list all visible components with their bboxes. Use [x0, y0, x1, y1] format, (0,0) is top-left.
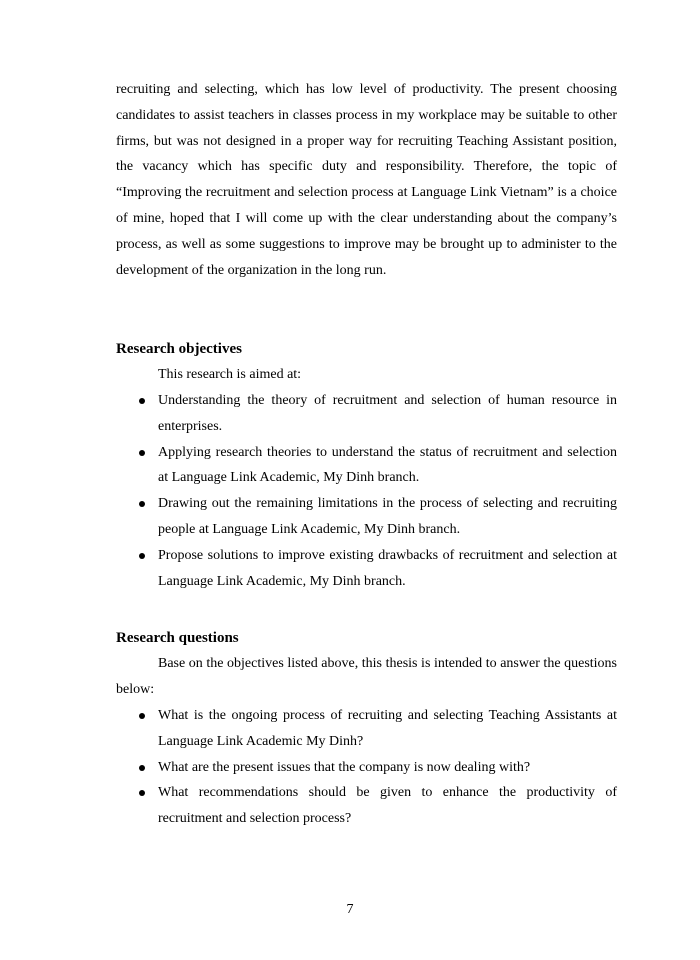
list-item — [116, 703, 617, 755]
list-item — [116, 755, 617, 781]
list-item-text: What are the present issues that the company is now dealing with? — [158, 759, 531, 775]
research-questions-heading: Research questions — [116, 630, 239, 646]
page-number: 7 — [346, 902, 354, 917]
list-item — [116, 440, 617, 492]
list-item-text: Propose solutions to improve existing drawbacks of recruitment and selection at Language Link Academic, My Dinh branch. — [158, 547, 617, 589]
list-item-text: Understanding the theory of recruitment and selection of human resource in enterprises. — [158, 393, 617, 434]
list-item — [116, 780, 617, 832]
bullet-icon — [139, 398, 145, 404]
list-item-text: Applying research theories to understand the status of recruitment and selection at Language Link Academic, My Dinh branch. — [158, 444, 617, 486]
list-item-text: What recommendations should be given to enhance the productivity of recruitment and selection process? — [158, 785, 617, 827]
bullet-icon — [139, 553, 145, 559]
list-item-text: What is the ongoing process of recruiting and selecting Teaching Assistants at Language Link Academic My Dinh? — [158, 708, 617, 749]
list-item-text: Drawing out the remaining limitations in the process of selecting and recruiting people at Language Link Academic, My Dinh branch. — [158, 496, 617, 537]
list-item — [116, 491, 617, 543]
intro-paragraph: recruiting and selecting, which has low level of productivity. The present choosing candidates to assist teachers in classes process in my workplace may be suitable to other firms, but was not designed in a proper way for recruiting Teaching Assistant position, the vacancy which has specific duty and responsibility. Therefore, the topic of “Improving the recruitment and selection process at Language Link Vietnam” is a choice of mine, hoped that I will come up with the clear understanding about the company’s process, as well as some suggestions to improve may be brought up to administer to the development of the organization in the long run. — [116, 82, 617, 278]
research-objectives-lead: This research is aimed at: — [158, 367, 302, 382]
bullet-icon — [139, 501, 145, 507]
bullet-icon — [139, 713, 145, 719]
list-item — [116, 388, 617, 440]
bullet-icon — [139, 450, 145, 456]
research-questions-lead: Base on the objectives listed above, this thesis is intended to answer the questions below: — [116, 656, 617, 697]
list-item — [116, 543, 617, 595]
bullet-icon — [139, 790, 145, 796]
research-objectives-list — [116, 388, 617, 594]
bullet-icon — [139, 765, 145, 771]
research-questions-list — [116, 703, 617, 832]
research-objectives-heading: Research objectives — [116, 341, 242, 357]
